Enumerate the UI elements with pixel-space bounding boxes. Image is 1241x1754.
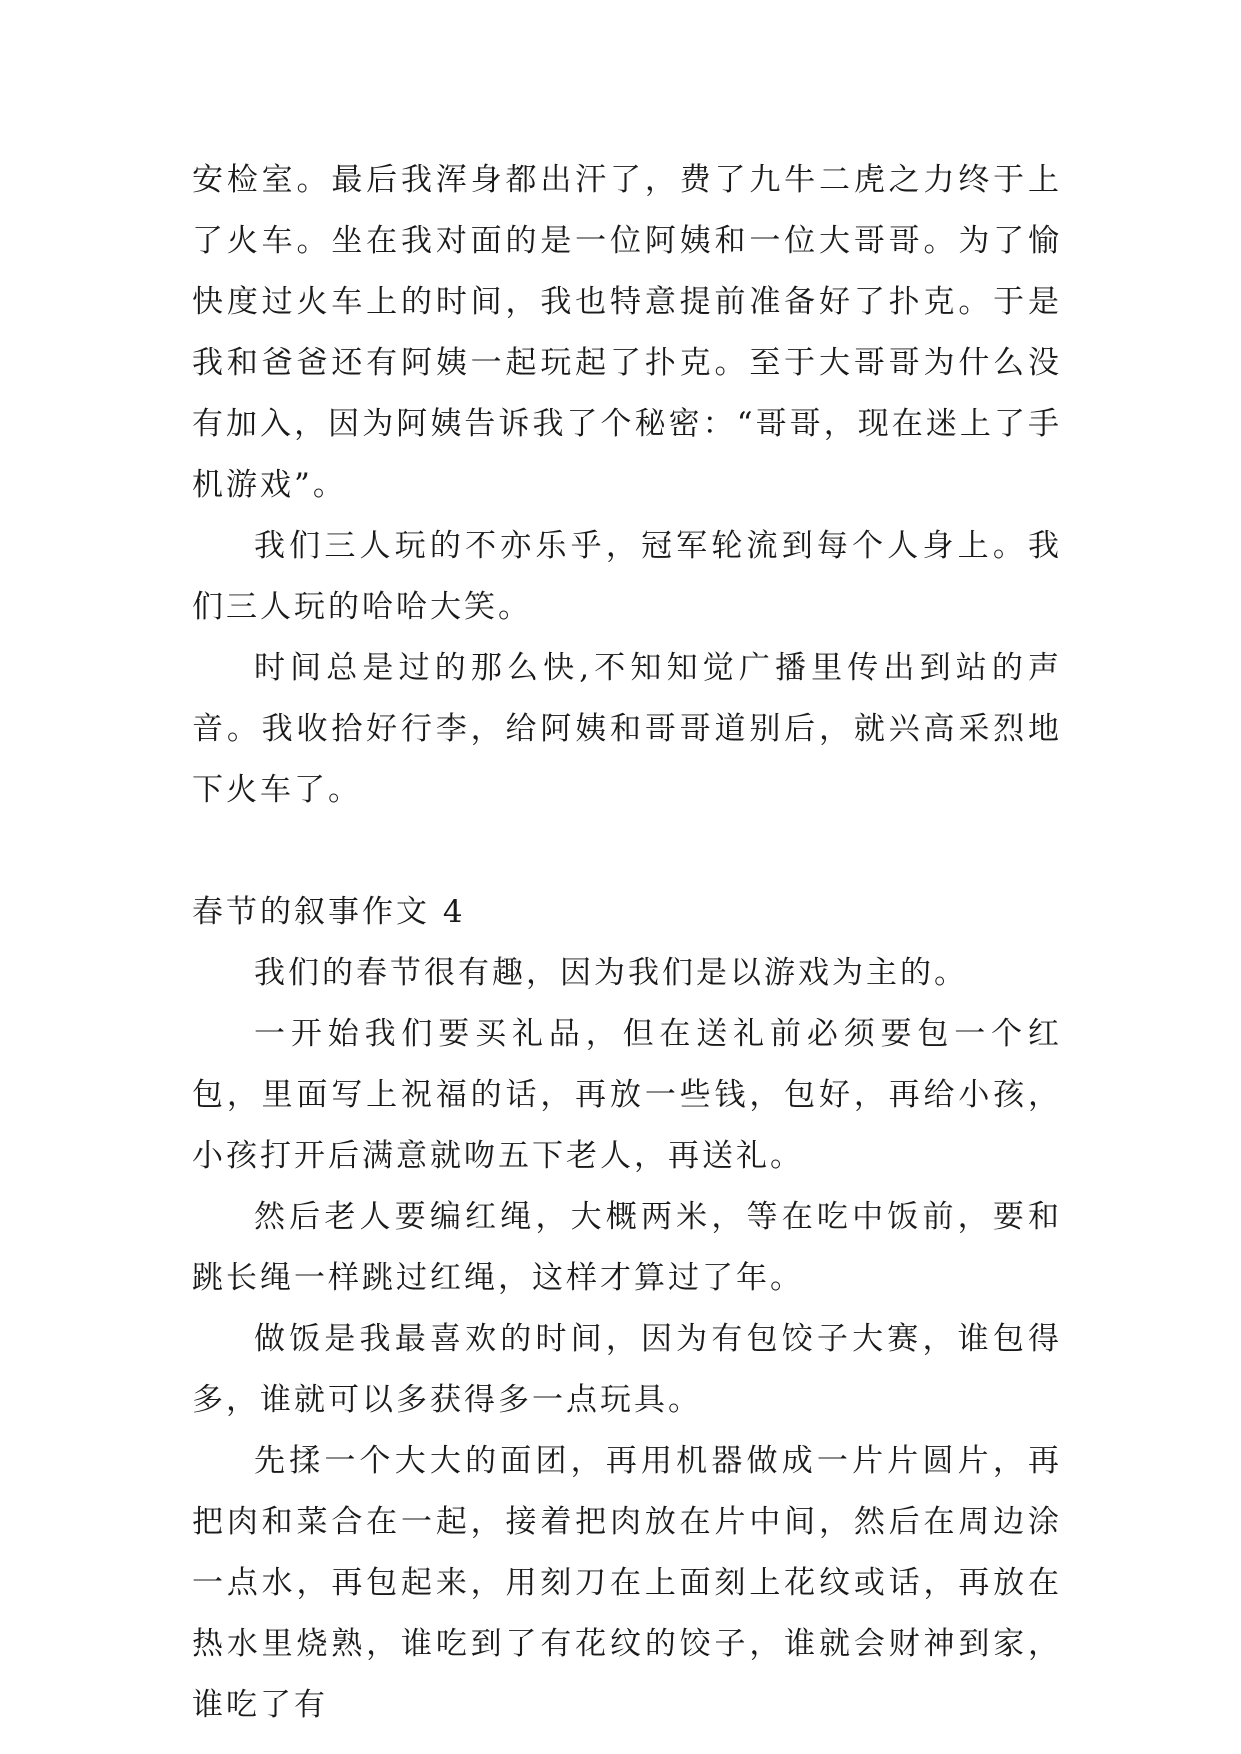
paragraph: 然后老人要编红绳，大概两米，等在吃中饭前，要和跳长绳一样跳过红绳，这样才算过了年。 <box>192 1199 1062 1296</box>
paragraph: 我们三人玩的不亦乐乎，冠军轮流到每个人身上。我们三人玩的哈哈大笑。 <box>192 528 1062 625</box>
paragraph: 时间总是过的那么快,不知知觉广播里传出到站的声音。我收拾好行李，给阿姨和哥哥道别后，就兴高采烈地下火车了。 <box>192 650 1062 808</box>
document-body <box>192 150 1062 1736</box>
section-gap <box>192 821 1062 882</box>
section-title: 春节的叙事作文 4 <box>192 894 466 930</box>
paragraph: 一开始我们要买礼品，但在送礼前必须要包一个红包，里面写上祝福的话，再放一些钱，包好，再给小孩，小孩打开后满意就吻五下老人，再送礼。 <box>192 1016 1062 1174</box>
paragraph-continued: 安检室。最后我浑身都出汗了，费了九牛二虎之力终于上了火车。坐在我对面的是一位阿姨和一位大哥哥。为了愉快度过火车上的时间，我也特意提前准备好了扑克。于是我和爸爸还有阿姨一起玩起了扑克。至于大哥哥为什么没有加入，因为阿姨告诉我了个秘密：“哥哥，现在迷上了手机游戏”。 <box>192 162 1062 503</box>
paragraph: 我们的春节很有趣，因为我们是以游戏为主的。 <box>254 955 968 991</box>
paragraph: 先揉一个大大的面团，再用机器做成一片片圆片，再把肉和菜合在一起，接着把肉放在片中间，然后在周边涂一点水，再包起来，用刻刀在上面刻上花纹或话，再放在热水里烧熟，谁吃到了有花纹的饺子，谁就会财神到家，谁吃了有 <box>192 1443 1062 1723</box>
paragraph: 做饭是我最喜欢的时间，因为有包饺子大赛，谁包得多，谁就可以多获得多一点玩具。 <box>192 1321 1062 1418</box>
